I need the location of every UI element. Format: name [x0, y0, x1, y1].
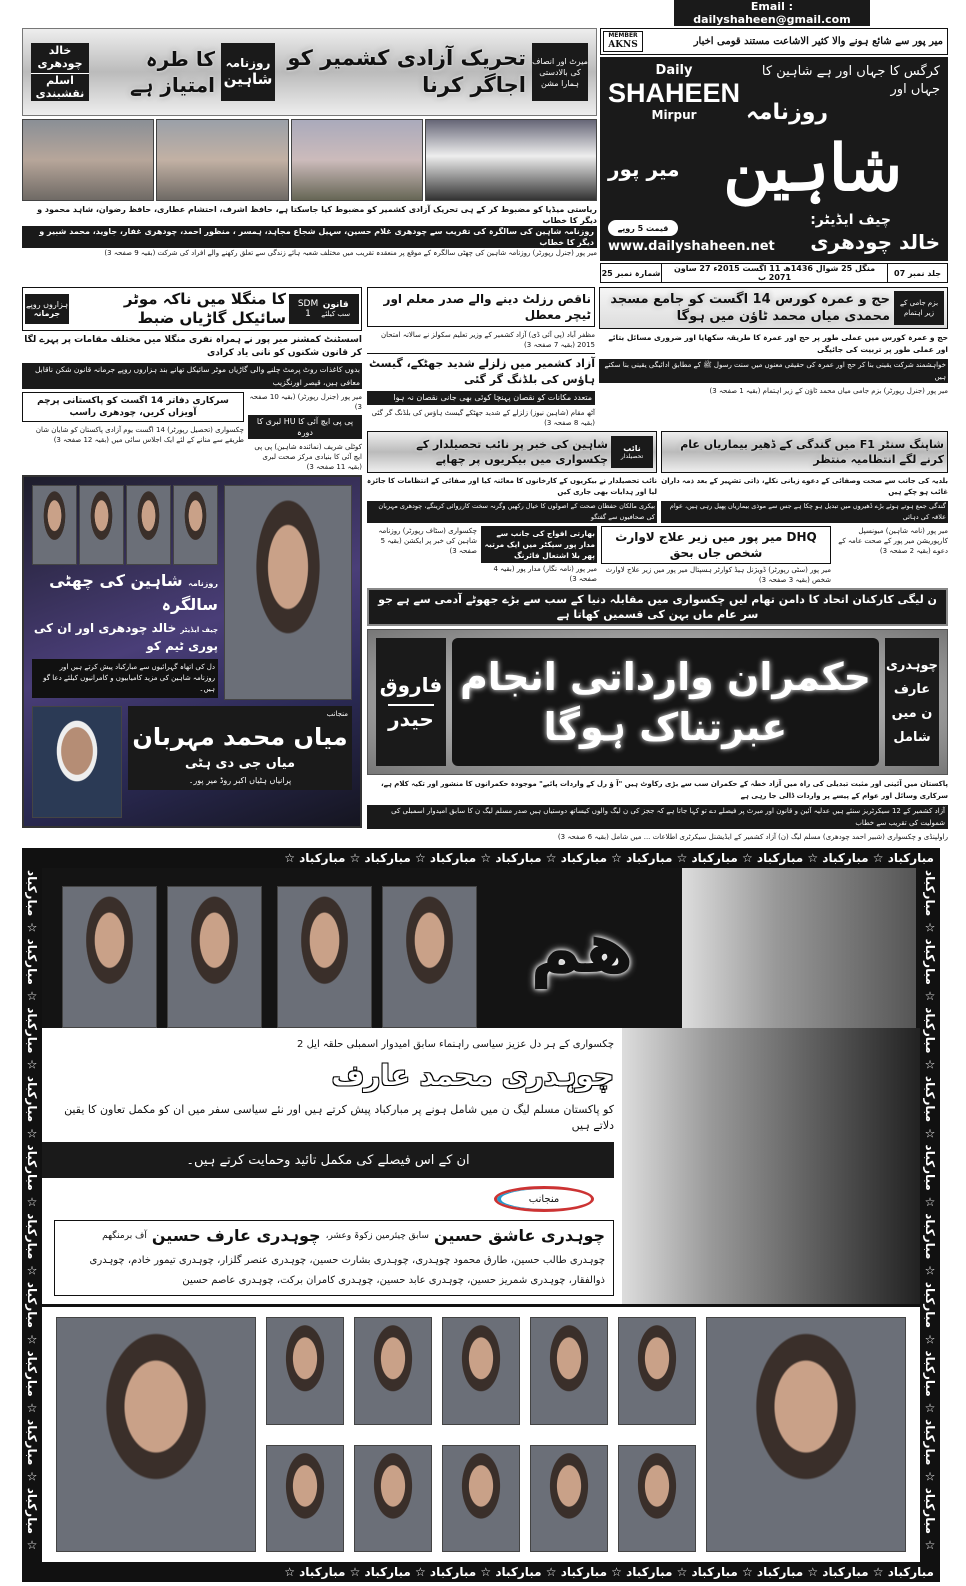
akns-member-badge — [603, 31, 643, 52]
hajj-sub: حج و عمرہ کورس میں عملی طور پر حج اور عمرہ کا طریقہ سکھایا اور ضروری مسائل بتائے اور عملی طور پر تربیت کی جائیگی — [608, 333, 948, 354]
event-photo — [156, 119, 288, 201]
masthead-website[interactable]: www.dailyshaheen.net — [608, 239, 775, 254]
ad-middle — [22, 868, 940, 1562]
fine-box — [25, 294, 69, 324]
arif-portrait-top — [682, 868, 916, 1028]
sponsor-panel — [128, 706, 352, 790]
top-banner — [22, 28, 597, 116]
anniversary-editor — [32, 620, 218, 654]
ad-border-left: مبارکباد ☆ مبارکباد ☆ مبارکباد ☆ مبارکباد ☆ مبارکباد ☆ مبارکباد ☆ مبارکباد ☆ مبارکباد ☆ مبارکباد ☆ مبارکباد ☆ — [25, 870, 39, 1553]
quake-body: آٹھ مقام (شاہین نیوز) زلزلے کے شدید جھٹکے گیسٹ ہاؤس کی بلڈنگ گر گئی (بقیہ 8 صفحہ 3) — [371, 409, 595, 427]
sponsor-from: منجانب — [326, 710, 348, 718]
ad-border-bottom: مبارکباد ☆ مبارکباد ☆ مبارکباد ☆ مبارکباد ☆ مبارکباد ☆ مبارکباد ☆ مبارکباد ☆ مبارکباد ☆ مبارکباد ☆ مبارکباد ☆ — [284, 1565, 934, 1579]
sdm-continued: میر پور (جنرل رپورٹر) (بقیہ 10 صفحہ 3) — [249, 393, 362, 411]
lead-right-line: چوہدری — [885, 658, 939, 673]
result-headline: ناقص رزلٹ دینے والے صدر معلم اور ٹیچر معطل — [367, 287, 595, 327]
banner-mission-3: ہمارا مشن — [541, 78, 579, 88]
banner-left-box — [31, 43, 89, 101]
masthead-bottom-row — [608, 211, 940, 255]
supporter-photo — [442, 1445, 520, 1552]
event-news-line: ریاستی میڈیا کو مضبوط کر کے ہی تحریک آزادی کشمیر کو مضبوط کیا جاسکتا ہے، حافظ اشرف، احتشام عطاری، حافظ رضوان، شاہد محمود و دیگر کا خطاب — [37, 205, 597, 225]
akns-label: AKNS — [608, 40, 638, 50]
banner-shaheen: شاہین — [223, 70, 273, 88]
team-photo — [32, 485, 77, 565]
ad-hum: ھم — [530, 907, 634, 989]
naib-sub: نائب تحصیلدار نے بیکریوں کے کارخانوں کا معائنہ کیا اور صفائی کے انتظامات کا جائزہ لیا اور ہدایات بھی جاری کیں — [366, 477, 657, 496]
banner-mission-2: کی بالادستی — [539, 67, 581, 77]
banner-headline-b: تحریک آزادی کشمیر کو اجاگر کرنا — [287, 46, 526, 97]
arif-portrait — [622, 1028, 920, 1304]
photo-row-1 — [266, 1317, 696, 1425]
naib-col — [367, 431, 657, 523]
ad-names-line: ذوالفقار، چوہدری شمریز حسین، چوہدری عابد حسین، چوہدری کامران برکت، چوہدری عاصم حسین — [182, 1275, 605, 1286]
chief-editor-name: خالد چودھری — [810, 230, 940, 254]
dhq-headline: DHQ میر پور میں زیر علاج لاوارث شخص جاں بحق — [601, 526, 831, 564]
india-body: میر پور (نامہ نگار) مدار پور (بقیہ 4 صفحہ 3) — [493, 565, 597, 583]
top-left-section — [22, 28, 597, 259]
photo-rows — [266, 1317, 696, 1552]
ad-support: ان کے اس فیصلے کی مکمل تائید وحمایت کرتے ہیں۔ — [42, 1142, 614, 1178]
left-small-news — [22, 392, 362, 472]
ad-photo-grid — [42, 1304, 920, 1562]
for-all-label: سب کیلئے — [321, 310, 351, 318]
masthead-city-urdu: میر پور — [608, 157, 680, 181]
lead-right-line: شامل — [893, 730, 931, 745]
anniversary-roznama: روزنامہ — [188, 579, 218, 588]
hajj-headline: حج و عمرہ کورس 14 اگست کو جامع مسجد محمدی میاں محمد ٹاؤن میں ہوگا — [610, 292, 890, 324]
flag-headline: سرکاری دفاتر 14 اگست کو پاکستانی پرچم آویزاں کریں، چودھری راسب — [22, 392, 244, 422]
quake-headline: آزاد کشمیر میں زلزلے شدید جھٹکے، گیسٹ ہاؤس کی بلڈنگ گر گئی — [367, 353, 595, 388]
supporter-photo — [618, 1445, 696, 1552]
huk-body: کوٹلی شریف (نمائندہ شاہین) پی پی ایچ آئی کا بنیادی مرکز صحت لبری (بقیہ 11 صفحہ 3) — [254, 443, 362, 471]
lead-left-box — [376, 638, 446, 766]
supporter-photo — [354, 1317, 432, 1425]
team-photo — [79, 485, 124, 565]
ad-message-col — [42, 1028, 622, 1304]
india-block — [481, 526, 597, 584]
hajj-body: میر پور (جنرل رپورٹر) بزم جامی میاں محمد ٹاؤن کے زیر اہتمام (بقیہ 1 صفحہ 3) — [709, 387, 948, 395]
hajj-sub2: خواہشمند شرکت یقینی بنا کر حج اور عمرہ کی حقیقی معنوں میں سنت رسول ﷺ کے مطابق ادائیگی یقینی بنا سکتے ہیں — [599, 359, 948, 383]
sponsor-arif-hussain: چوہدری عارف حسین — [151, 1226, 321, 1245]
flag-block — [22, 392, 244, 445]
masthead-motto: کرگس کا جہاں اور ہے شاہین کا جہاں اور — [761, 64, 940, 97]
anniversary-top — [32, 485, 352, 700]
left-column — [22, 287, 362, 828]
anniversary-editor-text: خالد چودھری اور ان کی پوری ٹیم کو — [33, 621, 218, 653]
dhq-block — [601, 526, 831, 585]
quake-sub: متعدد مکانات کو نقصان پہنچا کوئی بھی جانی نقصان نہ ہوا — [367, 391, 595, 405]
volume-number: جلد نمبر 07 — [887, 264, 947, 282]
issue-date: منگل 25 شوال 1436ھ 11 اگست 2015ء 27 ساون 2071 ب — [661, 264, 887, 282]
leader-photo — [277, 886, 372, 1028]
fine-box-line: جرمانہ — [33, 309, 61, 318]
f1-headline: شاپنگ سنٹر F1 میں گندگی کے ڈھیر بیماریاں عام کرنے لگے انتظامیہ منتظر — [661, 431, 948, 473]
sponsor-name: میاں محمد مہربان — [132, 723, 348, 751]
anniversary-text-col — [32, 485, 218, 698]
naib-headline-block — [367, 431, 657, 473]
huk-headline: پی پی ایچ آئی کا HU لبری کا دورہ — [248, 415, 362, 439]
anniversary-title — [32, 570, 218, 615]
ad-message-area — [42, 1028, 920, 1304]
flag-body: چکسواری (تحصیل رپورٹر) 14 اگست یوم آزادی پاکستان کو شایان شان طریقے سے منانے کے لئے ایک اجلاس سائی میں (بقیہ 12 صفحہ 3) — [35, 426, 244, 444]
photo-row-2 — [266, 1445, 696, 1552]
anniversary-message-line: دل کی اتھاہ گہرائیوں سے مبارکباد پیش کرتے ہیں اور — [59, 663, 215, 671]
naib-headline: شاہین کی خبر پر نائب تحصیلدار کے چکسواری میں بیکریوں پر چھاپے — [416, 438, 608, 466]
event-news — [22, 204, 597, 259]
banner-roznama: روزنامہ — [225, 56, 271, 70]
team-photo — [126, 485, 171, 565]
sponsor-address: پرانیاں ہٹیاں اکبر روڈ میر پور۔ — [188, 776, 292, 785]
price-badge: قیمت 5 روپے — [608, 220, 678, 236]
anniversary-title-text: شاہین کی چھٹی سالگرہ — [49, 571, 218, 614]
event-photo — [22, 119, 154, 201]
masthead-motto-group — [746, 63, 940, 127]
lead-headline-block — [367, 629, 948, 775]
masthead-title-row — [608, 129, 940, 209]
congratulation-ad — [22, 848, 940, 1582]
mid-row-a — [367, 287, 948, 428]
supporter-photo — [266, 1317, 344, 1425]
supporter-photo — [354, 1445, 432, 1552]
naib-box-line: تحصیلدار — [620, 453, 644, 460]
f1-sub: بلدیہ کی جانب سے صحت وصفائی کے دعوے زبانی نکلے، ذاتی تشہیر کے بعد ذمہ داران غائب ہو چکے ہیں — [661, 477, 948, 496]
lead-body: راولپنڈی و چکسواری (شبیر احمد چودھری) مسلم لیگ (ن) آزاد کشمیر کے ایڈیشنل سیکرٹری اطلاعات ... میں شامل (بقیہ 6 صفحہ 3) — [557, 833, 948, 841]
sponsor-ashiq-title: سابق چیئرمین زکوۃ وعشر، — [325, 1231, 429, 1241]
supporter-photo — [530, 1445, 608, 1552]
ad-names-line: چوہدری طالب حسین، طارق محمود چوہدری، چوہدری بشارت حسین، چوہدری عنصر گلزار، چوہدری تیمور خادم، چوہدری — [89, 1255, 605, 1266]
news-section — [22, 287, 948, 842]
huk-block — [248, 392, 362, 472]
sdm-sub2: بدوں کاغذات روٹ پرمٹ چلنے والی گاڑیاں موٹر سائیکل تھانے بند ہزاروں روپے جرمانہ قانون شکن ناقابل معافی ہیں، قیصر اورنگزیب — [22, 363, 362, 389]
event-news-line: میر پور (جنرل رپورٹر) روزنامہ شاہین کی چھٹی سالگرہ کے موقع پر منعقدہ تقریب میں مختلف شعبہ ہائے زندگی سے تعلق رکھنے والے افراد کی شرکت (بقیہ 9 صفحہ 3) — [104, 249, 597, 257]
ad-inner — [42, 868, 920, 1562]
masthead-tagline-bar — [600, 28, 948, 55]
naib-body: چکسواری (سٹاف رپورٹر) روزنامہ شاہین کی خبر پر ایکشن (بقیہ 5 صفحہ 3) — [378, 527, 477, 555]
ad-intro: چکسواری کے ہر دل عزیز سیاسی راہنماء سابق امیدوار اسمبلی حلقہ ایل 2 — [297, 1039, 614, 1050]
masthead-top-row — [608, 63, 940, 127]
supporter-photo — [530, 1317, 608, 1425]
ad-border-top: مبارکباد ☆ مبارکباد ☆ مبارکباد ☆ مبارکباد ☆ مبارکباد ☆ مبارکباد ☆ مبارکباد ☆ مبارکباد ☆ مبارکباد ☆ مبارکباد ☆ — [284, 851, 934, 865]
issue-number: شمارہ نمبر 25 — [601, 268, 661, 278]
ad-sponsors-box — [54, 1220, 614, 1296]
ad-from-badge: منجانب — [494, 1186, 594, 1212]
right-column — [367, 287, 948, 842]
masthead-price-site — [608, 220, 775, 255]
supporter-photo — [442, 1317, 520, 1425]
leader-photo — [167, 886, 262, 1028]
chief-editor-label: چیف ایڈیٹر: — [810, 212, 891, 228]
chief-editor — [810, 211, 940, 255]
banner-mid-box — [221, 43, 275, 101]
dhq-body: میر پور (سٹی رپورٹر) ڈویژنل ہیڈ کوارٹر ہسپتال میر پور میں زیر علاج لاوارث شخص (بقیہ 3 صفحہ 3) — [605, 566, 831, 584]
lead-left-name-2: حیدر — [388, 704, 434, 732]
banner-left-name-2: اسلم نقشبندی — [31, 73, 89, 100]
hajj-box-line: زیر اہتمام — [903, 309, 935, 317]
lead-left-name-1: فاروق — [379, 673, 443, 697]
hajj-col — [599, 287, 948, 396]
leader-photo — [62, 886, 157, 1028]
sponsor-arif-title: آف برمنگھم — [102, 1231, 147, 1241]
sponsor-shop: میاں جی دی ہٹی — [184, 756, 296, 771]
anniversary-ad — [22, 475, 362, 828]
leader-photo — [382, 886, 477, 1028]
ad-arif-name: چوہدری محمد عارف — [331, 1059, 614, 1092]
anniversary-editor-label: چیف ایڈیٹر — [180, 626, 218, 634]
lead-right-box — [885, 638, 939, 766]
supporter-photo — [618, 1317, 696, 1425]
naib-sub2: بیکری مالکان حفظان صحت کے اصولوں کا خیال رکھیں وگرنہ سخت کارروائی کرینگے، چودھری مہربان کی صحافیوں سے گفتگو — [367, 501, 657, 523]
masthead-title-urdu: شاہین — [723, 131, 903, 206]
logo-shaheen-en: SHAHEEN — [608, 78, 741, 108]
lead-sub2: آزاد کشمیر کے 12 سیکرٹریز سنئے ہیں عدلیہ آئین و قانون اور میرٹ پر فیصلے دے تو کہا جاتا ہے کہ ججز کی ن لیگ والوں کیساتھ دوستیاں ہیں صدر مسلم لیگ ن کا سابق امیدوار اسمبلی کی شمولیت کی تقریب سے خطاب — [367, 805, 948, 829]
masthead — [600, 28, 948, 283]
sdm-box — [289, 294, 359, 324]
date-bar — [600, 263, 948, 283]
f1-body: میر پور (نامہ شاہین) میونسپل کارپوریشن میر پور کے صحت عامہ کے دعوے (بقیہ 2 صفحہ 3) — [838, 527, 948, 555]
ad-sponsor-line — [63, 1225, 605, 1247]
hajj-box-line: بزم جامی کے — [899, 299, 939, 307]
masthead-roznama: روزنامہ — [746, 100, 829, 125]
ad-from-row — [54, 1186, 614, 1212]
ad-name-line — [54, 1038, 614, 1094]
logo-daily: Daily — [655, 63, 693, 78]
masthead-tagline: میر پور سے شائع ہونے والا کثیر الاشاعت مستند قومی اخبار — [693, 36, 943, 47]
law-label: قانون — [322, 300, 349, 310]
ad-line2: کو پاکستان مسلم لیگ ن میں شامل ہونے پر مبارکباد پیش کرتے ہیں اور نئے سیاسی سفر میں ان کو مکمل تعاون کا یقین دلاتے ہیں — [64, 1103, 614, 1132]
large-photo — [56, 1317, 256, 1552]
supporter-photo — [266, 1445, 344, 1552]
sdm-label: SDM — [297, 299, 319, 309]
top-section — [22, 28, 948, 283]
team-photos — [32, 485, 218, 565]
naib-box — [611, 436, 653, 468]
india-headline: بھارتی افواج کی جانب سے مدار پور سیکٹر میں ایک مرتبہ پھر بلا اشتعال فائرنگ — [481, 526, 597, 563]
member-label: MEMBER — [608, 32, 638, 39]
ad-border-right: مبارکباد ☆ مبارکباد ☆ مبارکباد ☆ مبارکباد ☆ مبارکباد ☆ مبارکباد ☆ مبارکباد ☆ مبارکباد ☆ مبارکباد ☆ مبارکباد ☆ — [923, 870, 937, 1553]
banner-mission-1: میرٹ اور انصاف — [532, 56, 588, 66]
lead-sub1: پاکستان میں آئینی اور مثبت تبدیلی کی راہ میں آزاد خطہ کے حکمران سب سے بڑی رکاوٹ ہیں "آ ؤ رل کے واردات پائیے" موجودہ حکمرانوں کا منشور اور تکیہ کلام ہے، سرکاری وسائل اور عوام کے پیسے پر واردات ڈالی جا رہی ہے — [380, 780, 948, 800]
hajj-box — [894, 291, 944, 325]
email-row — [22, 0, 948, 26]
f1-col — [661, 431, 948, 523]
lead-headline: حکمران وارداتی انجام عبرتناک ہوگا — [452, 638, 879, 766]
masthead-logo-block — [600, 57, 948, 261]
mid-row-c — [367, 526, 948, 585]
hajj-headline-block — [599, 287, 948, 329]
lead-kicker: ن لیگی کارکنان اتحاد کا دامن تھام لیں چکسواری میں مقابلہ دنیا کے سب سے بڑے جھوٹے آدمی سے ہے جو سر عام ماں بہن کی قسمیں کھاتا ہے — [367, 588, 948, 626]
banner-right-box — [532, 43, 588, 101]
large-photo — [706, 1317, 906, 1552]
editor-photo — [224, 485, 352, 700]
anniversary-message-line: روزنامہ شاہین کی مزید کامیابیوں و کامرانیوں کیلئے دعا گو ہیں۔ — [43, 674, 215, 693]
mid-row-b — [367, 431, 948, 523]
logo-en — [608, 63, 740, 122]
naib-box-line: نائب — [623, 444, 641, 453]
banner-left-name-1: خالد چودھری — [37, 44, 83, 70]
sponsor-photo — [32, 706, 122, 818]
sdm-sub: اسسٹنٹ کمشنر میر پور نے ہمراہ نفری منگلا میں مختلف مقامات پر پہرے لگا کر قانون شکنوں کو نانی یاد کرادی — [24, 335, 362, 358]
team-photo — [173, 485, 218, 565]
event-photo — [425, 119, 597, 201]
event-news-line: روزنامہ شاہین کی سالگرہ کی تقریب سے چودھری غلام حسین، سہیل شجاع مجاہد، ہمسر ، منظور احمد، چودھری غفار، جاوید، محمد شبیر و دیگر کا خطاب — [22, 226, 597, 248]
event-photo — [291, 119, 423, 201]
logo-mirpur-en: Mirpur — [651, 108, 697, 122]
email-bar[interactable]: Email : dailyshaheen@gmail.com — [674, 0, 870, 26]
event-photo-strip — [22, 119, 597, 201]
ad-leaders-band — [42, 868, 920, 1028]
anniversary-bottom — [32, 706, 352, 818]
lead-right-line: ن میں — [891, 706, 933, 721]
sdm-headline: کا منگلا میں ناکہ موٹر سائیکل گاڑیاں ضبط — [123, 290, 286, 327]
f1-sub2: گندگی جمع ہوتے ہوئے بڑے ڈھیروں میں تبدیل ہو چکا ہے جس سے موذی بیماریاں پھیل رہی ہیں، عوام علاقہ کی دہائی — [661, 501, 948, 523]
anniversary-message — [32, 659, 218, 698]
result-body: مظفر آباد (پی آئی ڈی) آزاد کشمیر کے وزیر تعلیم سکولز نے سالانہ امتحان 2015 (بقیہ 7 صفحہ 3) — [381, 331, 595, 349]
sdm-headline-block — [22, 287, 362, 331]
sponsor-ashiq: چوہدری عاشق حسین — [433, 1226, 605, 1245]
sdm-number: 1 — [305, 309, 311, 319]
result-quake-col — [367, 287, 595, 428]
fine-box-line: ہزاروں روپے — [25, 300, 69, 309]
banner-headline-a: کا طرہ امتیاز ہے — [130, 47, 215, 97]
lead-right-line: عارف — [893, 682, 931, 697]
